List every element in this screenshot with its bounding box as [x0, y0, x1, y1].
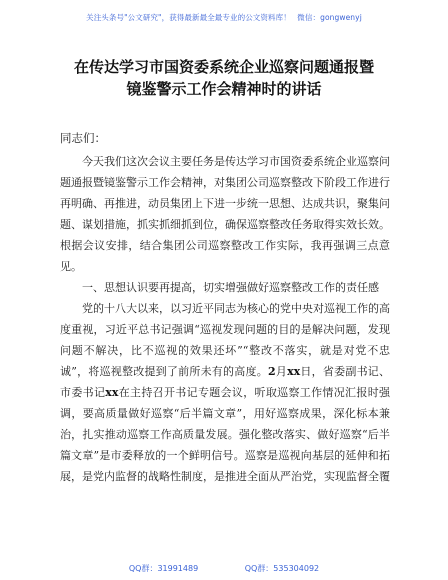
banner-promo-text: 关注头条号"公文研究"，获得最新最全最专业的公文资料库！ [86, 13, 291, 22]
paragraph-2 [60, 298, 390, 487]
title-line-2: 镜鉴警示工作会精神时的讲话 [126, 80, 322, 98]
banner-wechat-text: 微信：gongwenyj [297, 13, 362, 22]
paragraph-1: 今天我们这次会议主要任务是传达学习市国资委系统企业巡察问题通报暨镜鉴警示工作会精神，对集团公司巡察整改下阶段工作进行再明确、再推进，动员集团上下进一步统一思想、达成共识，聚集问题、谋划措施，抓实抓细抓到位，确保巡察整改任务取得实效长效。根据会议安排，结合集团公司巡察整改工作实际，我再强调三点意见。 [60, 155, 390, 273]
paragraph-2-day: xx [287, 365, 301, 378]
paragraph-2-text-a: 党的十八大以来，以习近平同志为核心的党中央对巡视工作的高度重视，习近平总书记强调“巡视发现问题的目的是解决问题，发现问题不解决，比不巡视的效果还坏”“整改不落实，就是对党不忠诚”，将巡视整改提到了前所未有的高度。 [60, 302, 390, 378]
title-line-1: 在传达学习市国资委系统企业巡察问题通报暨 [73, 58, 374, 76]
section-heading-1: 一、思想认识要再提高，切实增强做好巡察整改工作的责任感 [82, 281, 379, 294]
top-promo-banner [0, 12, 448, 23]
salutation: 同志们： [60, 131, 106, 145]
footer-contact [0, 563, 448, 574]
paragraph-2-month: 2 [267, 365, 276, 378]
footer-qq-group-2: QQ群：535304092 [244, 564, 320, 573]
paragraph-2-name: xx [105, 386, 119, 399]
document-title [40, 56, 408, 100]
document-body [60, 151, 390, 487]
paragraph-2-text-c: 日，省委副书记、市委书记 [60, 365, 391, 399]
paragraph-2-text-d: 在主持召开书记专题会议，听取巡察工作情况汇报时强调，要高质量做好巡察“后半篇文章”，用好巡察成果，深化标本兼治，扎实推动巡察工作高质量发展。强化整改落实、做好巡察“后半篇文章”是市委释放的一个鲜明信号。巡察是巡视向基层的延伸和拓展，是党内监督的战略性制度，是推进全面从严治党，实现监督全覆 [60, 386, 391, 483]
footer-qq-group-1: QQ群：31991489 [128, 564, 199, 573]
paragraph-2-text-b: 月 [275, 365, 288, 378]
